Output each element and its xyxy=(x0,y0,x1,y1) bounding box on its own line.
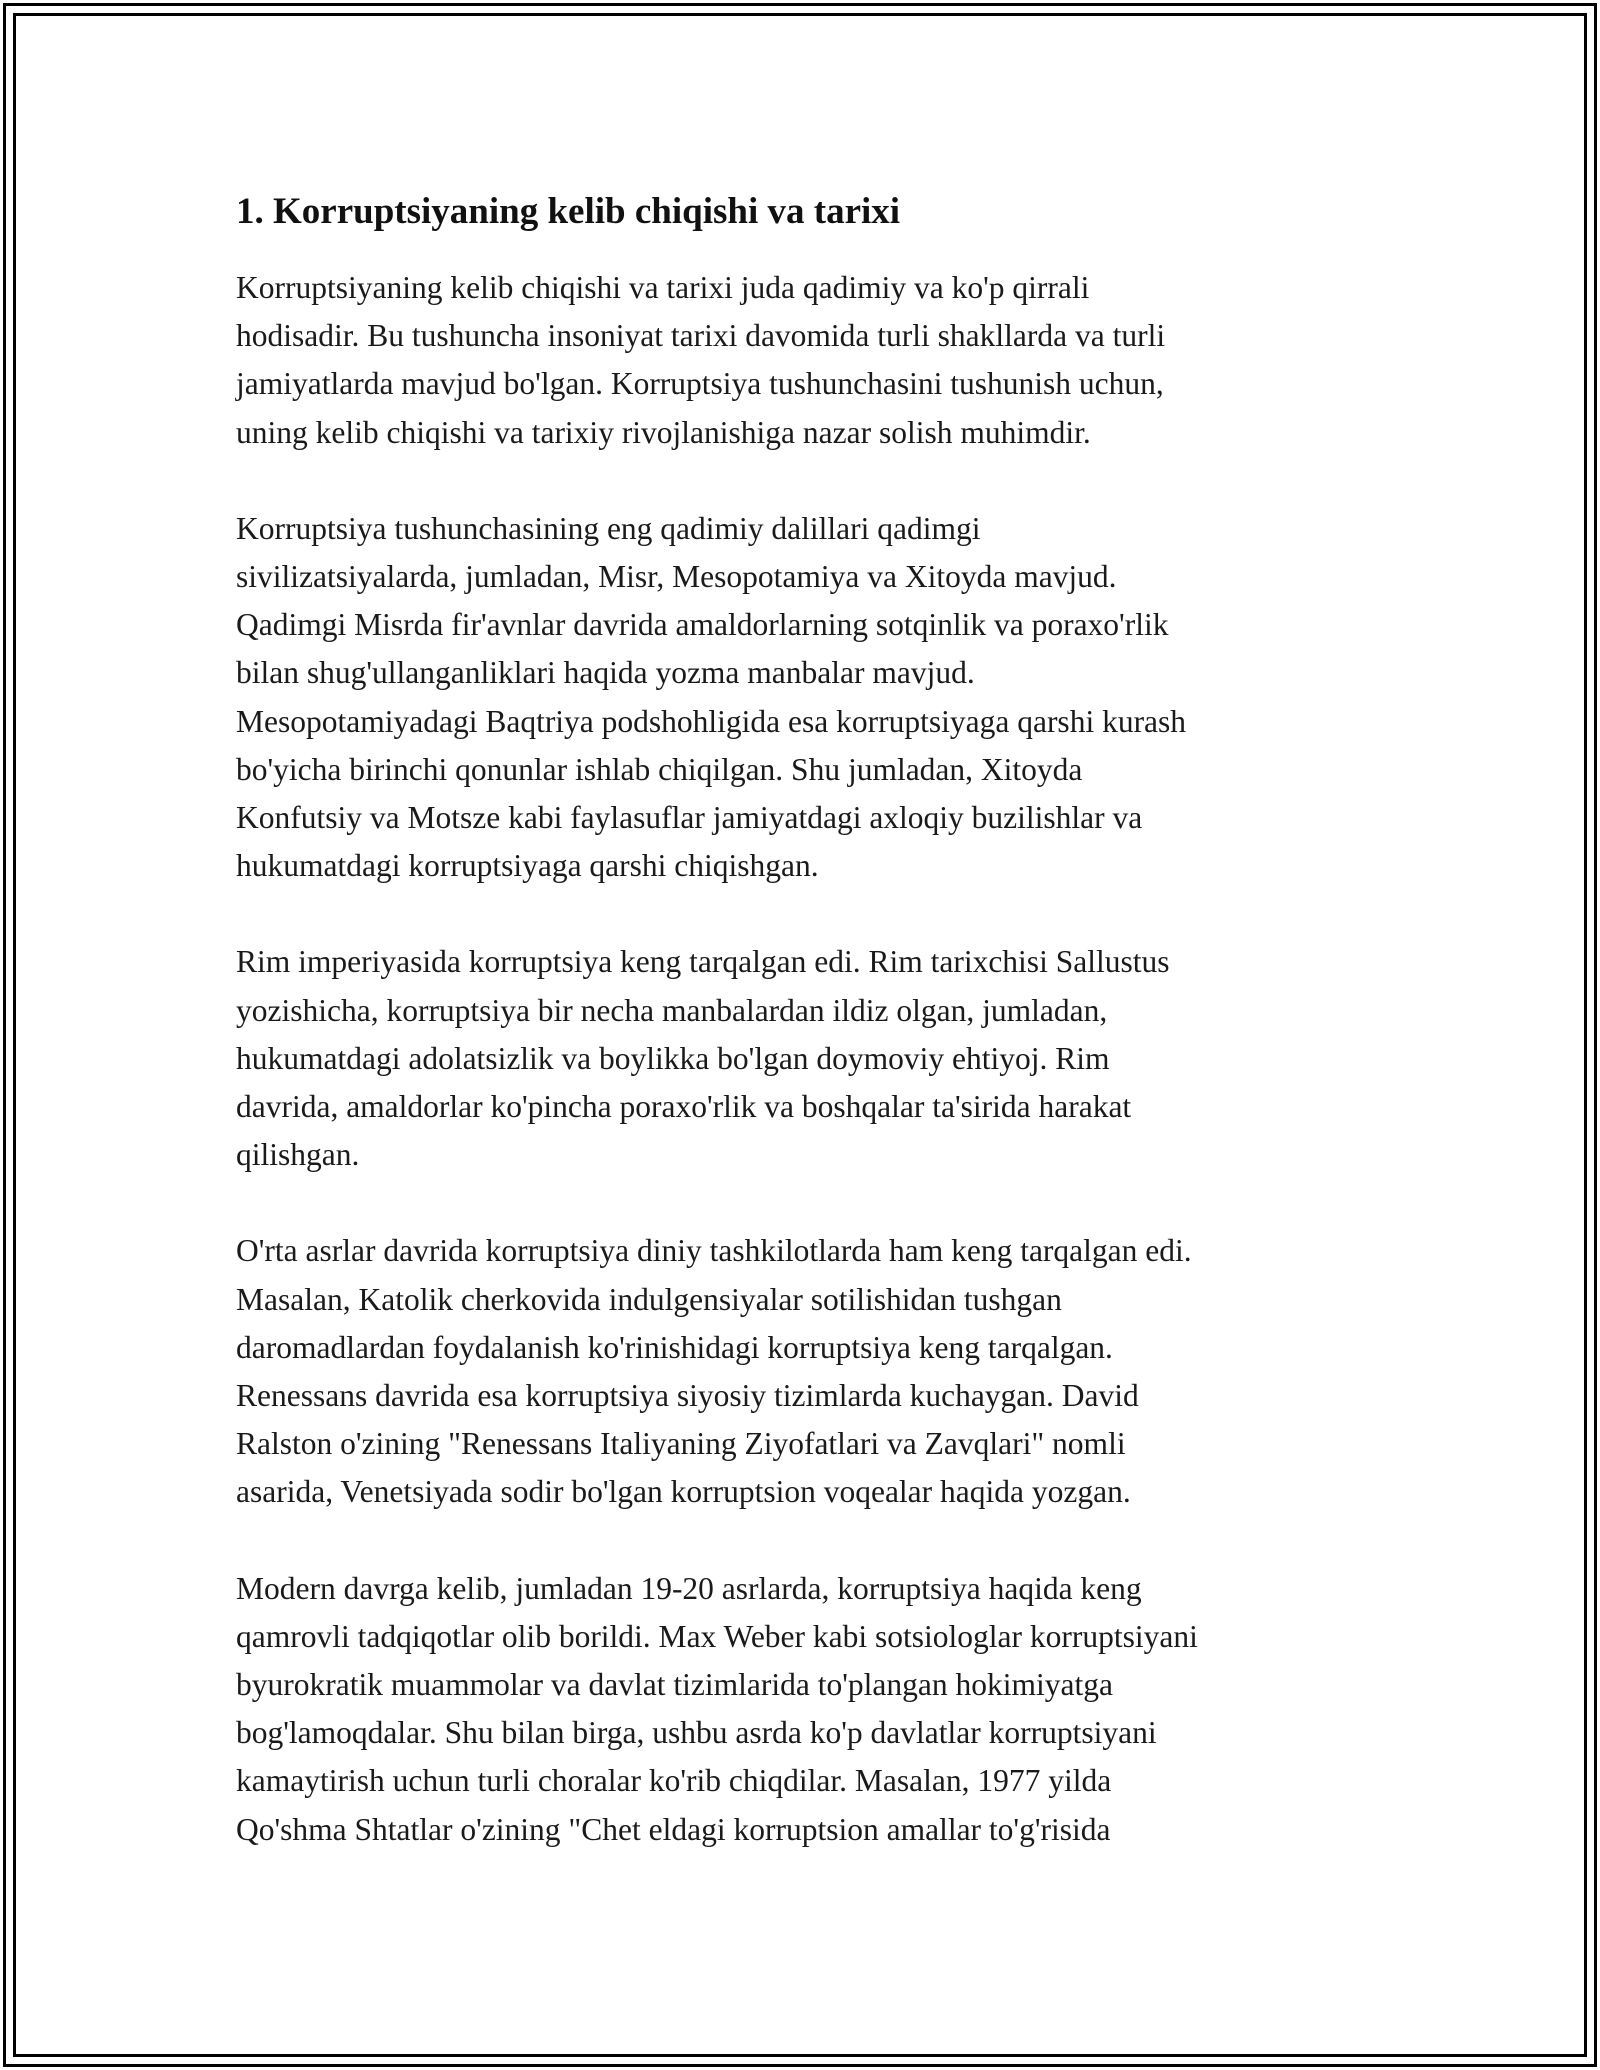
text-line: Konfutsiy va Motsze kabi faylasuflar jamiyatdagi axloqiy buzilishlar va xyxy=(236,800,1143,836)
text-line: davrida, amaldorlar ko'pincha poraxo'rlik va boshqalar ta'sirida harakat xyxy=(236,1089,1132,1125)
text-line: uning kelib chiqishi va tarixiy rivojlanishiga nazar solish muhimdir. xyxy=(236,414,1091,450)
text-line: asarida, Venetsiyada sodir bo'lgan korruptsion voqealar haqida yozgan. xyxy=(236,1474,1131,1510)
text-line: Mesopotamiyadagi Baqtriya podshohligida esa korruptsiyaga qarshi kurash xyxy=(236,703,1187,739)
text-line: Rim imperiyasida korruptsiya keng tarqalgan edi. Rim tarixchisi Sallustus xyxy=(236,944,1170,980)
paragraph-5 xyxy=(236,1565,1386,1854)
text-line: Korruptsiyaning kelib chiqishi va tarixi juda qadimiy va ko'p qirrali xyxy=(236,270,1090,305)
text-line: Masalan, Katolik cherkovida indulgensiyalar sotilishidan tushgan xyxy=(236,1281,1062,1317)
text-line: Modern davrga kelib, jumladan 19-20 asrlarda, korruptsiya haqida keng xyxy=(236,1570,1142,1606)
document-body xyxy=(236,190,1386,1902)
text-line: qamrovli tadqiqotlar olib borildi. Max Weber kabi sotsiologlar korruptsiyani xyxy=(236,1618,1198,1654)
paragraph-1 xyxy=(236,264,1386,457)
text-line: bo'yicha birinchi qonunlar ishlab chiqilgan. Shu jumladan, Xitoyda xyxy=(236,751,1083,787)
text-line: Qo'shma Shtatlar o'zining "Chet eldagi korruptsion amallar to'g'risida xyxy=(236,1811,1111,1847)
paragraph-4 xyxy=(236,1227,1386,1516)
section-heading: 1. Korruptsiyaning kelib chiqishi va tarixi xyxy=(236,191,901,232)
text-line: O'rta asrlar davrida korruptsiya diniy tashkilotlarda ham keng tarqalgan edi. xyxy=(236,1233,1192,1269)
text-line: Korruptsiya tushunchasining eng qadimiy dalillari qadimgi xyxy=(236,510,981,546)
text-line: sivilizatsiyalarda, jumladan, Misr, Mesopotamiya va Xitoyda mavjud. xyxy=(236,559,1117,595)
text-line: yozishicha, korruptsiya bir necha manbalardan ildiz olgan, jumladan, xyxy=(236,992,1108,1028)
text-line: daromadlardan foydalanish ko'rinishidagi korruptsiya keng tarqalgan. xyxy=(236,1329,1113,1365)
text-line: bog'lamoqdalar. Shu bilan birga, ushbu asrda ko'p davlatlar korruptsiyani xyxy=(236,1715,1157,1751)
text-line: hodisadir. Bu tushuncha insoniyat tarixi davomida turli shakllarda va turli xyxy=(236,318,1166,354)
text-line: hukumatdagi adolatsizlik va boylikka bo'lgan doymoviy ehtiyoj. Rim xyxy=(236,1040,1110,1076)
text-line: kamaytirish uchun turli choralar ko'rib chiqdilar. Masalan, 1977 yilda xyxy=(236,1763,1112,1799)
text-line: Renessans davrida esa korruptsiya siyosiy tizimlarda kuchaygan. David xyxy=(236,1378,1139,1414)
text-line: Qadimgi Misrda fir'avnlar davrida amaldorlarning sotqinlik va poraxo'rlik xyxy=(236,607,1169,643)
text-line: hukumatdagi korruptsiyaga qarshi chiqishgan. xyxy=(236,848,819,884)
text-line: Ralston o'zining "Renessans Italiyaning Ziyofatlari va Zavqlari" nomli xyxy=(236,1426,1126,1462)
paragraph-3 xyxy=(236,938,1386,1179)
paragraph-2 xyxy=(236,505,1386,891)
text-line: bilan shug'ullanganliklari haqida yozma manbalar mavjud. xyxy=(236,655,975,691)
text-line: byurokratik muammolar va davlat tizimlarida to'plangan hokimiyatga xyxy=(236,1667,1113,1703)
text-line: qilishgan. xyxy=(236,1137,360,1173)
text-line: jamiyatlarda mavjud bo'lgan. Korruptsiya tushunchasini tushunish uchun, xyxy=(236,366,1164,402)
